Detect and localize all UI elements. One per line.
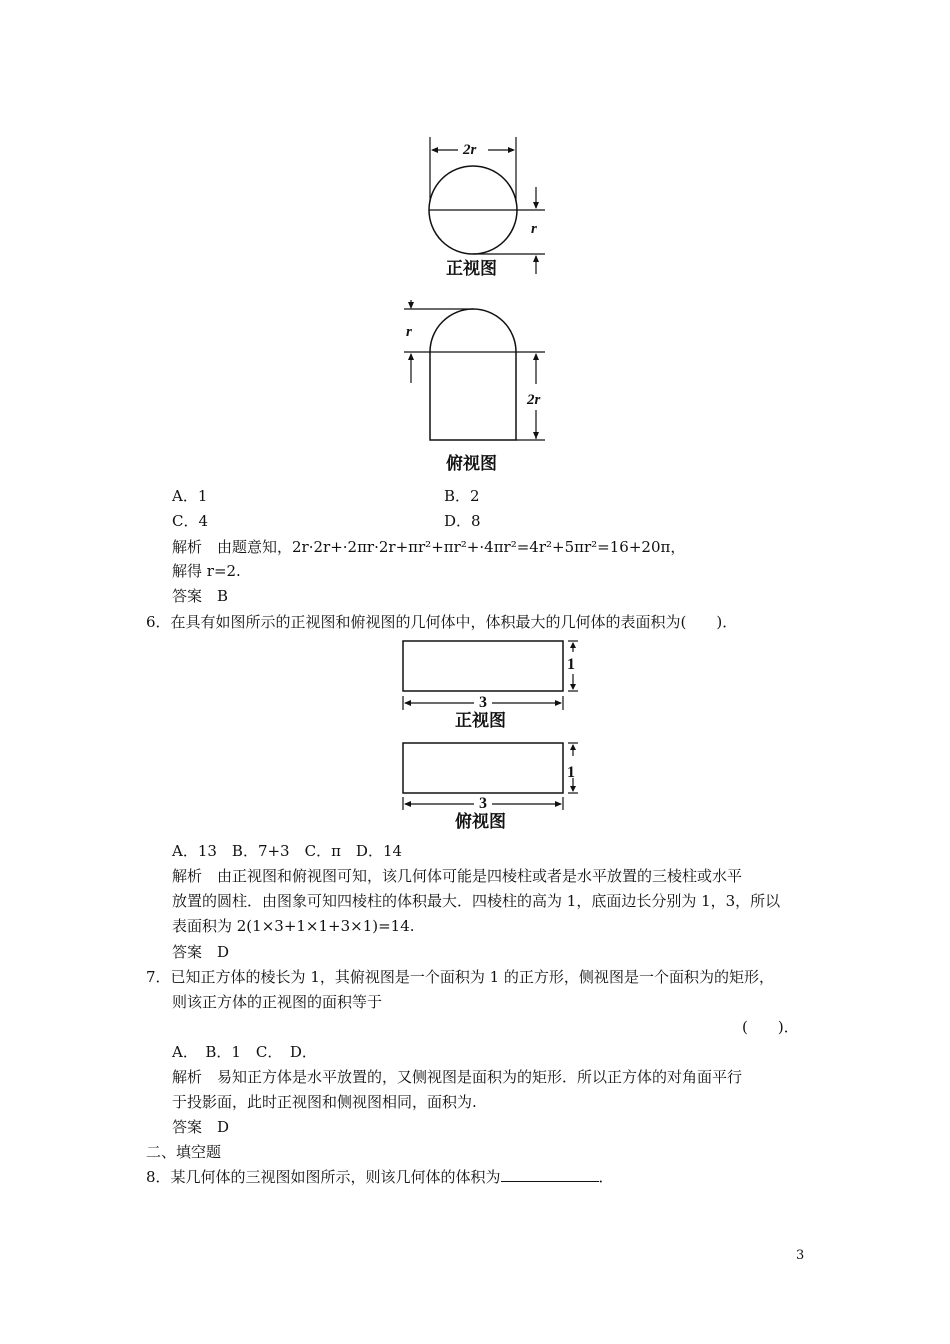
q6-options: A．13 B．7+3 C．π D．14 — [172, 842, 403, 860]
front-view-caption: 正视图 — [446, 259, 497, 279]
q5-option-b: B．2 — [444, 487, 480, 505]
q6-front-height-label: 1 — [567, 656, 575, 673]
front-width-label: 2r — [463, 142, 477, 158]
q6-answer: 答案 D — [172, 943, 230, 961]
q6-solution-line2: 放置的圆柱．由图象可知四棱柱的体积最大．四棱柱的高为 1，底面边长分别为 1，3，所以 — [172, 892, 781, 910]
q5-solution-line2: 解得 r=2. — [172, 562, 241, 580]
q7-stem-line2: 则该正方体的正视图的面积等于 — [172, 993, 383, 1011]
q7-answer: 答案 D — [172, 1118, 230, 1136]
q5-option-c: C．4 — [172, 512, 209, 530]
q5-answer: 答案 B — [172, 587, 229, 605]
q6-top-view-caption: 俯视图 — [455, 812, 506, 832]
q5-option-a: A．1 — [172, 487, 208, 505]
q5-option-d: D．8 — [444, 512, 481, 530]
top-view-caption: 俯视图 — [446, 454, 497, 474]
q6-stem: 6．在具有如图所示的正视图和俯视图的几何体中，体积最大的几何体的表面积为( )． — [146, 613, 738, 631]
q8-answer-blank[interactable] — [501, 1167, 599, 1182]
figure-top-view-arch — [400, 300, 560, 450]
q8-stem-text: 8．某几何体的三视图如图所示，则该几何体的体积为 — [146, 1168, 501, 1186]
figure-q6-top-view — [398, 738, 588, 813]
q7-solution-line2: 于投影面，此时正视图和侧视图相同，面积为. — [172, 1093, 477, 1111]
figure-q6-front-view — [398, 638, 588, 713]
section-heading-fill-in: 二、填空题 — [146, 1143, 222, 1161]
q7-stem-line1: 7．已知正方体的棱长为 1，其俯视图是一个面积为 1 的正方形，侧视图是一个面积为的矩形， — [146, 968, 774, 986]
front-r-label: r — [531, 221, 537, 237]
page-number: 3 — [796, 1248, 805, 1263]
q7-options: A． B．1 C． D． — [172, 1043, 317, 1061]
q6-solution-line3: 表面积为 2(1×3+1×1+3×1)=14. — [172, 917, 415, 935]
q6-solution-line1: 解析 由正视图和俯视图可知，该几何体可能是四棱柱或者是水平放置的三棱柱或水平 — [172, 867, 743, 885]
q6-top-width-label: 3 — [479, 795, 487, 812]
q8-stem — [146, 1166, 614, 1188]
q5-solution-line1: 解析 由题意知，2r·2r+·2πr·2r+πr²+πr²+·4πr²=4r²+5πr²=16+20π， — [172, 538, 686, 556]
q6-front-view-caption: 正视图 — [455, 711, 506, 731]
q6-top-height-label: 1 — [567, 764, 575, 781]
q7-solution-line1: 解析 易知正方体是水平放置的，又侧视图是面积为的矩形．所以正方体的对角面平行 — [172, 1068, 743, 1086]
q6-front-width-label: 3 — [479, 694, 487, 711]
top-r-label: r — [406, 324, 412, 340]
q8-stem-end: ． — [598, 1168, 614, 1186]
q7-answer-paren: ( )． — [742, 1018, 799, 1036]
top-height-label: 2r — [527, 392, 541, 408]
